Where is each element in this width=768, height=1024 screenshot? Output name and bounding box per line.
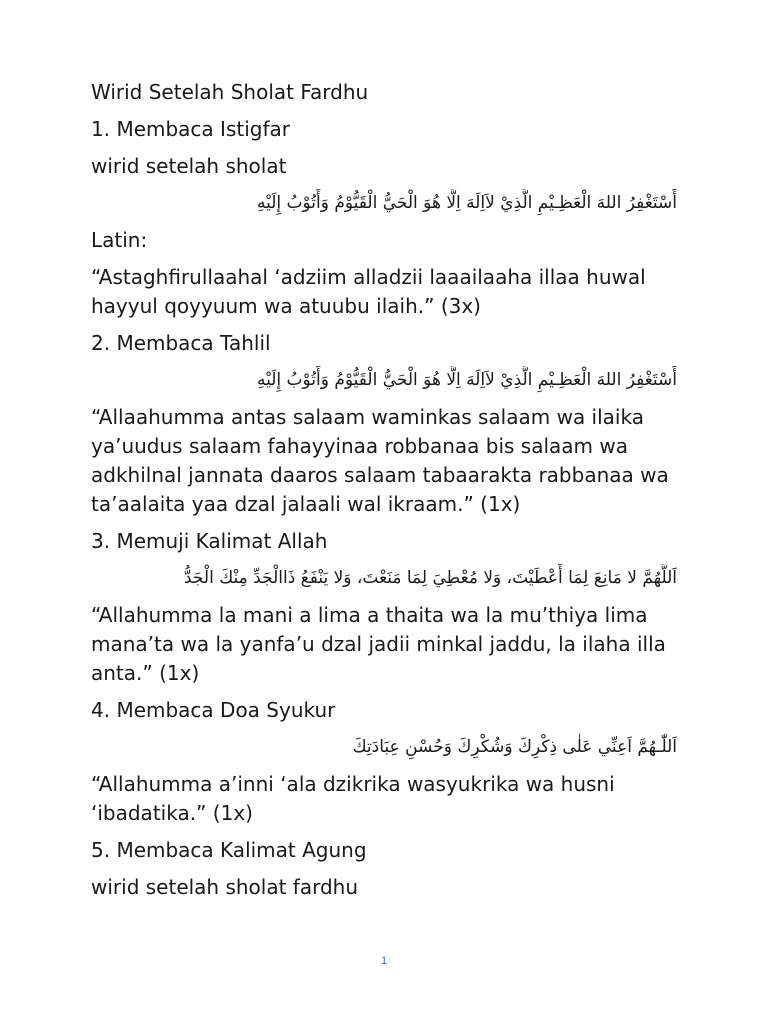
section-heading: 1. Membaca Istigfar bbox=[91, 117, 290, 141]
document-title: Wirid Setelah Sholat Fardhu bbox=[91, 80, 369, 104]
latin-text: “Astaghfirullaahal ‘adziim alladzii laaailaaha illaa huwal hayyul qoyyuum wa atuubu ilaih.” (3x) bbox=[91, 265, 646, 318]
latin-label: Latin: bbox=[91, 228, 148, 252]
section-heading: 5. Membaca Kalimat Agung bbox=[91, 838, 367, 862]
arabic-text: أَسْتَغْفِرُ اللهَ الْعَظِـيْمِ الَّذِيْ لاَاِلَهَ اِلَّا هُوَ الْحَيُّ الْقَيُّوْمُ وَأَتُوْبُ إِلَيْهِ bbox=[256, 370, 677, 390]
document-page bbox=[91, 78, 691, 910]
arabic-text: اَللَّهُمَّ لا مَانِعَ لِمَا أَعْطَيْتَ، وَلا مُعْطِيَ لِمَا مَنَعْتَ، وَلا يَنْفَعُ ذَاالْجَدِّ مِنْكَ الْجَدُّ bbox=[184, 568, 677, 588]
section-heading: 3. Memuji Kalimat Allah bbox=[91, 529, 328, 553]
latin-text: “Allahumma la mani a lima a thaita wa la mu’thiya lima mana’ta wa la yanfa’u dzal jadii minkal jaddu, la ilaha illa anta.” (1x) bbox=[91, 603, 666, 685]
arabic-text: أَسْتَغْفِرُ اللهَ الْعَظِـيْمِ الَّذِيْ لاَاِلَهَ اِلَّا هُوَ الْحَيُّ الْقَيُّوْمُ وَأَتُوْبُ إِلَيْهِ bbox=[256, 193, 677, 213]
arabic-text: اَللّٰـهُمَّ اَعِنِّي عَلٰى ذِكْرِكَ وَشُكْرِكَ وَحُسْنِ عِبَادَتِكَ bbox=[352, 737, 677, 757]
section-subtitle: wirid setelah sholat fardhu bbox=[91, 875, 359, 899]
section-heading: 2. Membaca Tahlil bbox=[91, 331, 271, 355]
latin-text: “Allahumma a’inni ‘ala dzikrika wasyukrika wa husni ‘ibadatika.” (1x) bbox=[91, 772, 615, 825]
latin-text: “Allaahumma antas salaam waminkas salaam wa ilaika ya’uudus salaam fahayyinaa robbanaa bis salaam wa adkhilnal jannata daaros salaam tabaarakta rabbanaa wa ta’aalaita yaa dzal jalaali wal ikraam.” (1x) bbox=[91, 405, 669, 516]
page-number: 1 bbox=[380, 955, 388, 967]
section-subtitle: wirid setelah sholat bbox=[91, 154, 287, 178]
section-heading: 4. Membaca Doa Syukur bbox=[91, 698, 336, 722]
